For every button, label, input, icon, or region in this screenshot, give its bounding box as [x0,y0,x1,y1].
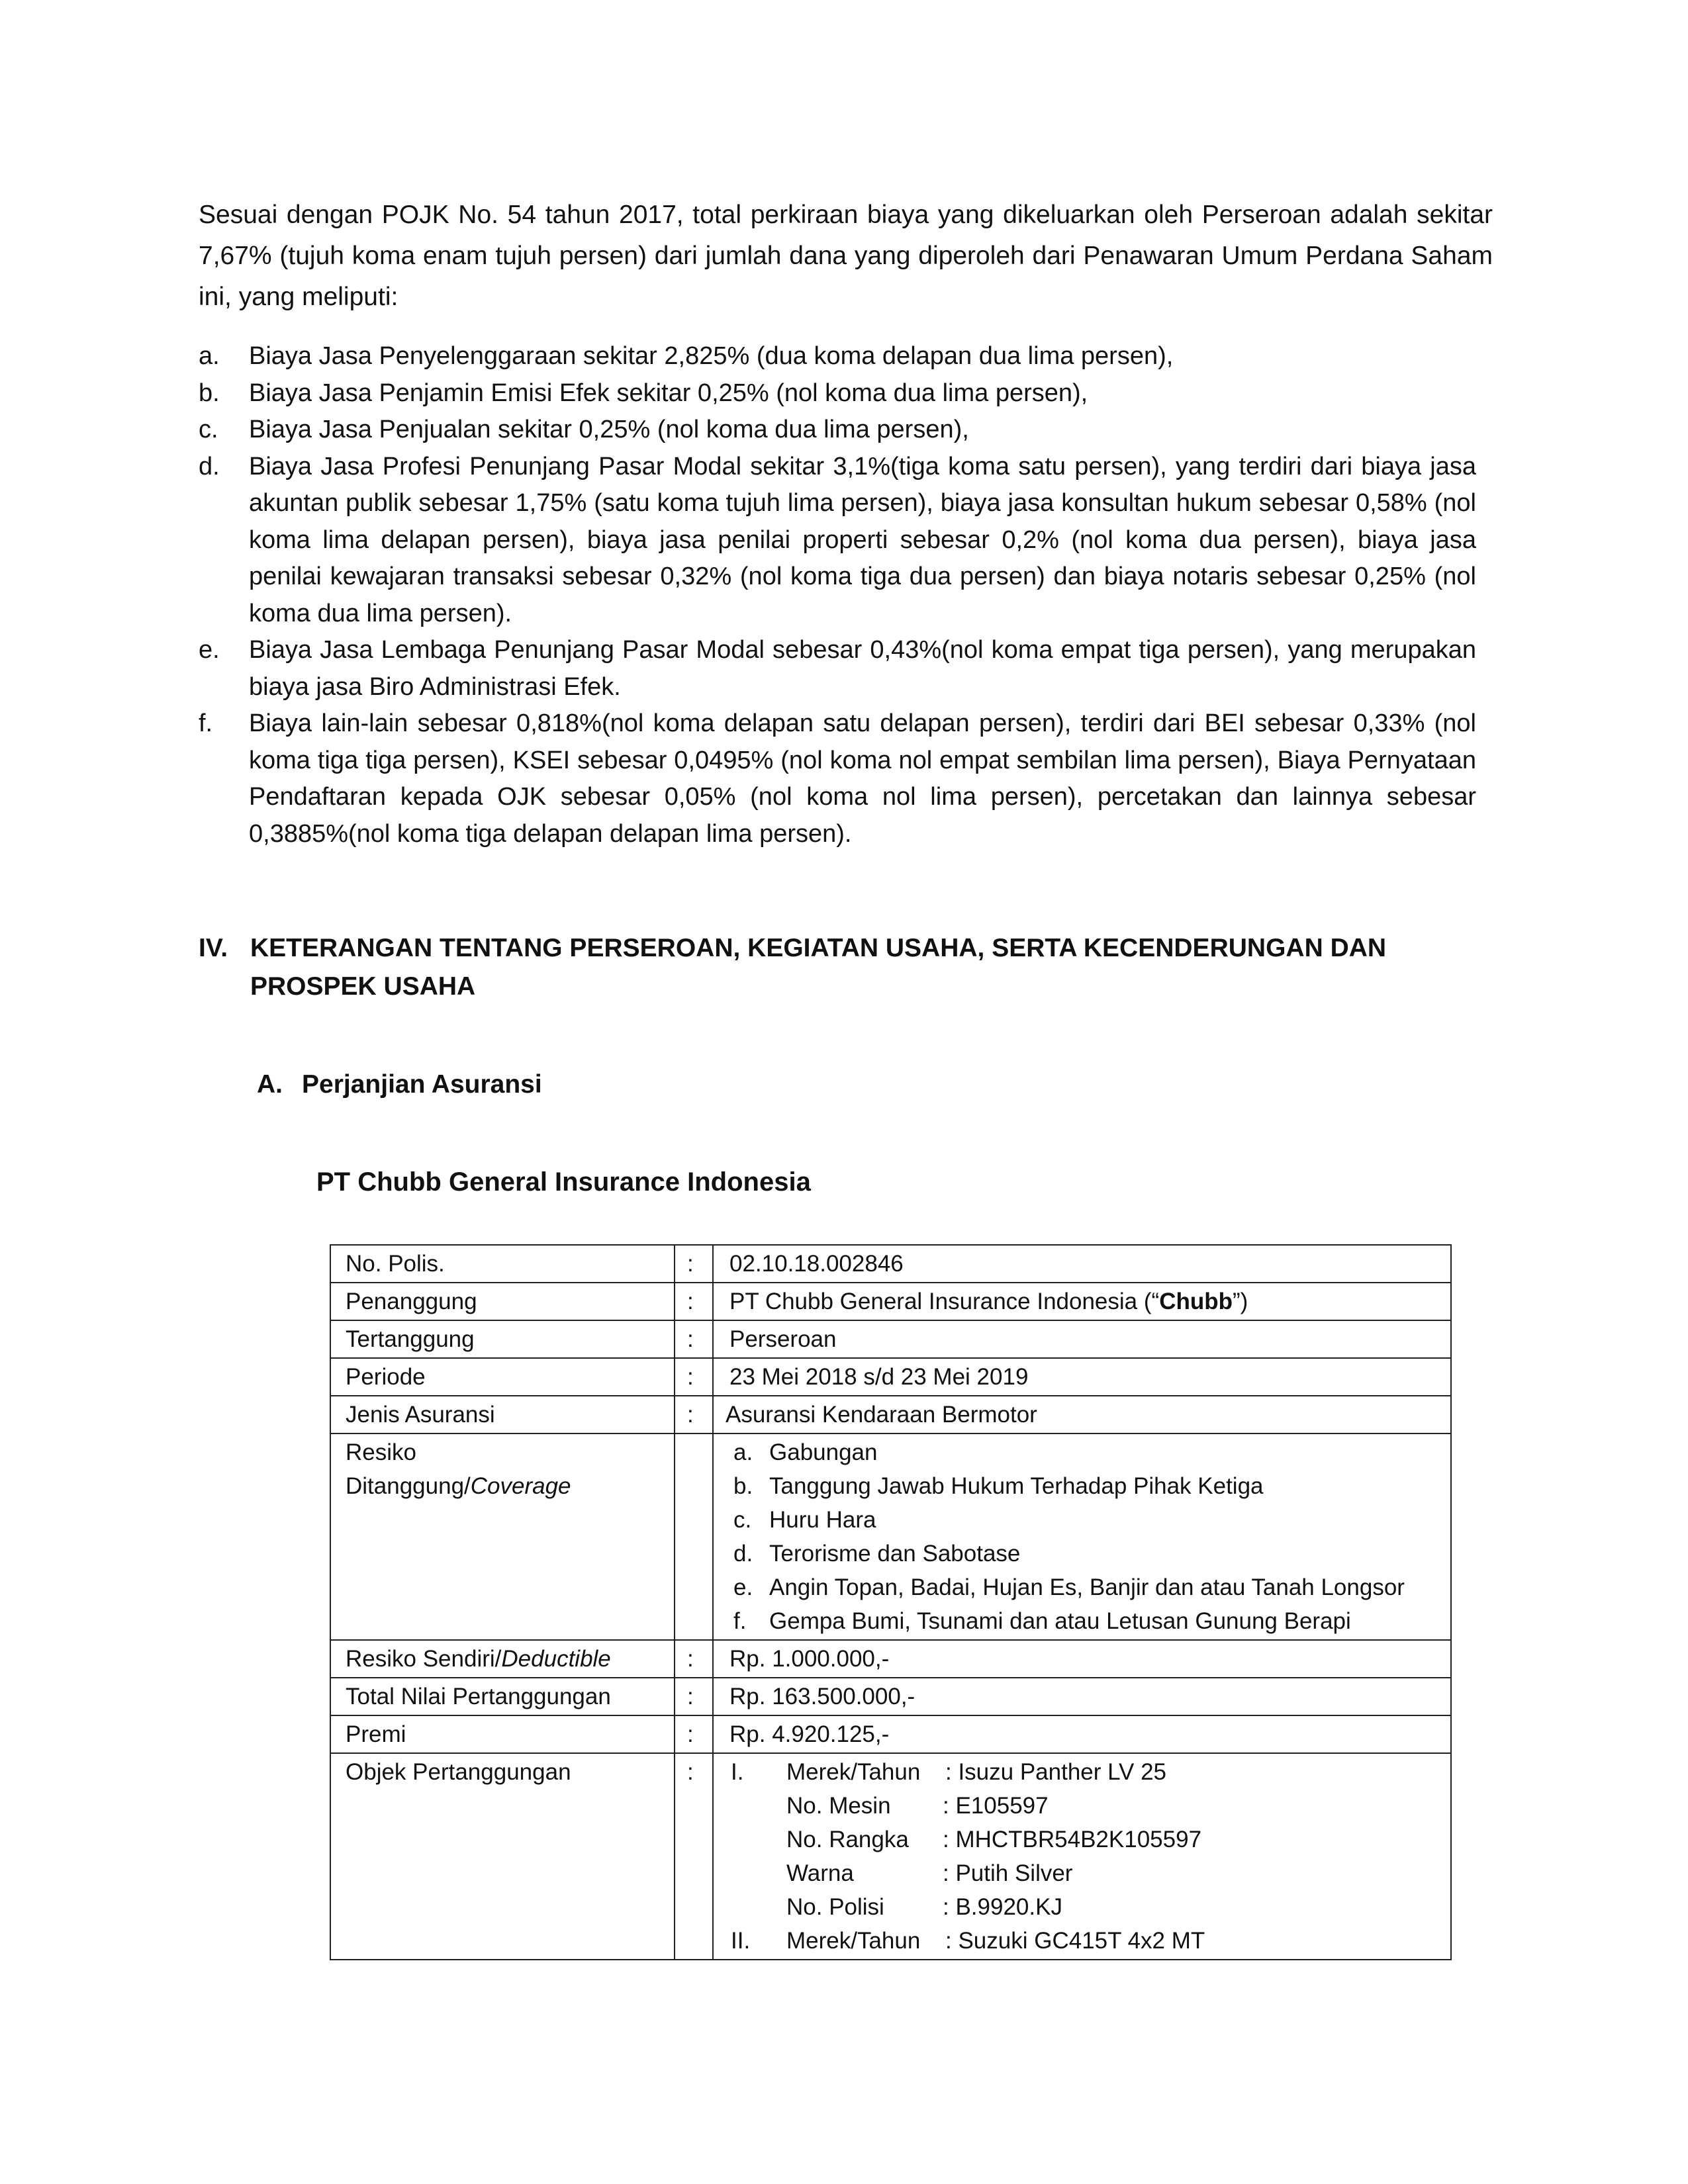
row-value: 23 Mei 2018 s/d 23 Mei 2019 [713,1358,1451,1396]
list-marker: a. [199,342,220,370]
vehicle-field [723,1890,1436,1924]
field-key: Warna [786,1860,854,1886]
table-row [330,1320,1451,1358]
vehicle-marker: I. [731,1759,744,1785]
row-value: 02.10.18.002846 [713,1245,1451,1283]
list-item-text: Gabungan [769,1439,878,1465]
list-item-text: Tanggung Jawab Hukum Terhadap Pihak Ketiga [769,1473,1264,1499]
table-row [330,1358,1451,1396]
table-row [330,1640,1451,1678]
row-colon: : [675,1640,713,1678]
field-key: Merek/Tahun [786,1928,921,1954]
list-item [729,1469,1436,1503]
list-item-text: Angin Topan, Badai, Hujan Es, Banjir dan atau Tanah Longsor [769,1574,1405,1600]
list-item [199,338,1476,375]
vehicle-field [723,1924,1436,1958]
row-colon: : [675,1283,713,1320]
field-value: : Isuzu Panther LV 25 [945,1759,1167,1785]
value-part: PT Chubb General Insurance Indonesia (“ [729,1289,1160,1314]
list-marker: b. [733,1473,753,1499]
row-value [713,1753,1451,1960]
row-label: Jenis Asuransi [330,1396,675,1433]
value-bold: Chubb [1159,1289,1233,1314]
label-italic: Coverage [470,1473,571,1499]
list-item [729,1503,1436,1537]
row-label: No. Polis. [330,1245,675,1283]
field-key: No. Rangka [786,1827,909,1852]
table-row [330,1433,1451,1640]
list-marker: a. [733,1439,753,1465]
list-item-text: Biaya Jasa Lembaga Penunjang Pasar Modal sebesar 0,43%(nol koma empat tiga persen), yang merupakan biaya jasa Biro Administrasi Efek. [249,636,1476,701]
vehicle-marker: II. [731,1928,751,1954]
field-value: : MHCTBR54B2K105597 [943,1827,1202,1852]
cost-list [199,338,1476,852]
subsection-title: Perjanjian Asuransi [302,1070,542,1099]
subsection-number: A. [257,1070,283,1099]
field-value: : Putih Silver [943,1860,1073,1886]
field-key: No. Polisi [786,1894,884,1920]
list-item [729,1570,1436,1604]
list-marker: f. [733,1608,747,1634]
section-number: IV. [199,934,228,962]
row-colon: : [675,1678,713,1715]
intro-paragraph: Sesuai dengan POJK No. 54 tahun 2017, total perkiraan biaya yang dikeluarkan oleh Perseroan adalah sekitar 7,67% (tujuh koma enam tujuh persen) dari jumlah dana yang diperoleh dari Penawaran Umum Perdana Saham ini, yang meliputi: [199,201,1493,311]
list-item [199,449,1476,633]
row-label: Objek Pertanggungan [330,1753,675,1960]
table-row [330,1678,1451,1715]
list-marker: f. [199,709,213,737]
row-label: Tertanggung [330,1320,675,1358]
coverage-list [729,1435,1436,1638]
row-label: Premi [330,1715,675,1753]
list-item [199,375,1476,412]
value-part: ”) [1232,1289,1248,1314]
table-row [330,1396,1451,1433]
list-item-text: Gempa Bumi, Tsunami dan atau Letusan Gunung Berapi [769,1608,1351,1634]
list-item [729,1604,1436,1638]
label-line: Ditanggung/ [346,1473,471,1499]
list-marker: e. [199,636,220,664]
list-item [199,632,1476,705]
list-marker: d. [733,1541,753,1567]
row-label [330,1640,675,1678]
list-item [199,705,1476,852]
policy-table [330,1244,1452,1960]
vehicle-row [723,1924,1436,1958]
vehicle-field [723,1755,1436,1789]
row-value: Asuransi Kendaraan Bermotor [713,1396,1451,1433]
list-marker: c. [199,416,218,443]
row-value: Rp. 1.000.000,- [713,1640,1451,1678]
row-colon-empty [675,1433,713,1640]
list-item-text: Biaya lain-lain sebesar 0,818%(nol koma delapan satu delapan persen), terdiri dari BEI sebesar 0,33% (nol koma tiga tiga persen), KSEI sebesar 0,0495% (nol koma nol empat sembilan lima persen), Biaya Pernyataan Pendaftaran kepada OJK sebesar 0,05% (nol koma nol lima persen), percetakan dan lainnya sebesar 0,3885%(nol koma tiga delapan delapan lima persen). [249,709,1476,848]
row-colon: : [675,1396,713,1433]
list-item-text: Terorisme dan Sabotase [769,1541,1021,1567]
table-row [330,1715,1451,1753]
vehicle-field [723,1823,1436,1856]
field-key: No. Mesin [786,1793,891,1819]
row-label: Penanggung [330,1283,675,1320]
list-item-text: Biaya Jasa Profesi Penunjang Pasar Modal sekitar 3,1%(tiga koma satu persen), yang terdiri dari biaya jasa akuntan publik sebesar 1,75% (satu koma tujuh lima persen), biaya jasa konsultan hukum sebesar 0,58% (nol koma lima delapan persen), biaya jasa penilai properti sebesar 0,2% (nol koma dua persen), biaya jasa penilai kewajaran transaksi sebesar 0,32% (nol koma tiga dua persen) dan biaya notaris sebesar 0,25% (nol koma dua lima persen). [249,452,1476,627]
row-value: Rp. 4.920.125,- [713,1715,1451,1753]
row-value: Perseroan [713,1320,1451,1358]
company-heading: PT Chubb General Insurance Indonesia [316,1167,811,1197]
field-key: Merek/Tahun [786,1759,921,1785]
field-value: : Suzuki GC415T 4x2 MT [945,1928,1205,1954]
subsection-heading [257,1066,542,1104]
list-item [729,1435,1436,1469]
row-colon: : [675,1715,713,1753]
label-italic: Deductible [501,1646,611,1672]
row-colon: : [675,1245,713,1283]
table-row [330,1283,1451,1320]
list-item [729,1537,1436,1570]
list-marker: b. [199,379,220,407]
row-value: Rp. 163.500.000,- [713,1678,1451,1715]
row-value [713,1283,1451,1320]
section-heading [199,929,1493,1006]
table-row [330,1753,1451,1960]
row-label [330,1433,675,1640]
vehicle-block [723,1755,1436,1958]
vehicle-row [723,1755,1436,1789]
field-value: : E105597 [943,1793,1049,1819]
field-value: : B.9920.KJ [943,1894,1062,1920]
row-colon: : [675,1320,713,1358]
list-item [199,412,1476,449]
row-label: Total Nilai Pertanggungan [330,1678,675,1715]
list-item-text: Biaya Jasa Penyelenggaraan sekitar 2,825% (dua koma delapan dua lima persen), [249,342,1174,370]
list-item-text: Huru Hara [769,1507,876,1533]
list-marker: c. [733,1507,752,1533]
row-colon: : [675,1358,713,1396]
section-title: KETERANGAN TENTANG PERSEROAN, KEGIATAN USAHA, SERTA KECENDERUNGAN DAN PROSPEK USAHA [250,934,1387,1001]
vehicle-field [723,1789,1436,1823]
label-text: Resiko Sendiri/ [346,1646,502,1672]
list-marker: e. [733,1574,753,1600]
list-item-text: Biaya Jasa Penjamin Emisi Efek sekitar 0,25% (nol koma dua lima persen), [249,379,1088,407]
label-line: Resiko [346,1439,416,1465]
row-label: Periode [330,1358,675,1396]
vehicle-field [723,1856,1436,1890]
row-value [713,1433,1451,1640]
list-item-text: Biaya Jasa Penjualan sekitar 0,25% (nol koma dua lima persen), [249,416,969,443]
table-row [330,1245,1451,1283]
row-colon: : [675,1753,713,1960]
list-marker: d. [199,452,220,480]
